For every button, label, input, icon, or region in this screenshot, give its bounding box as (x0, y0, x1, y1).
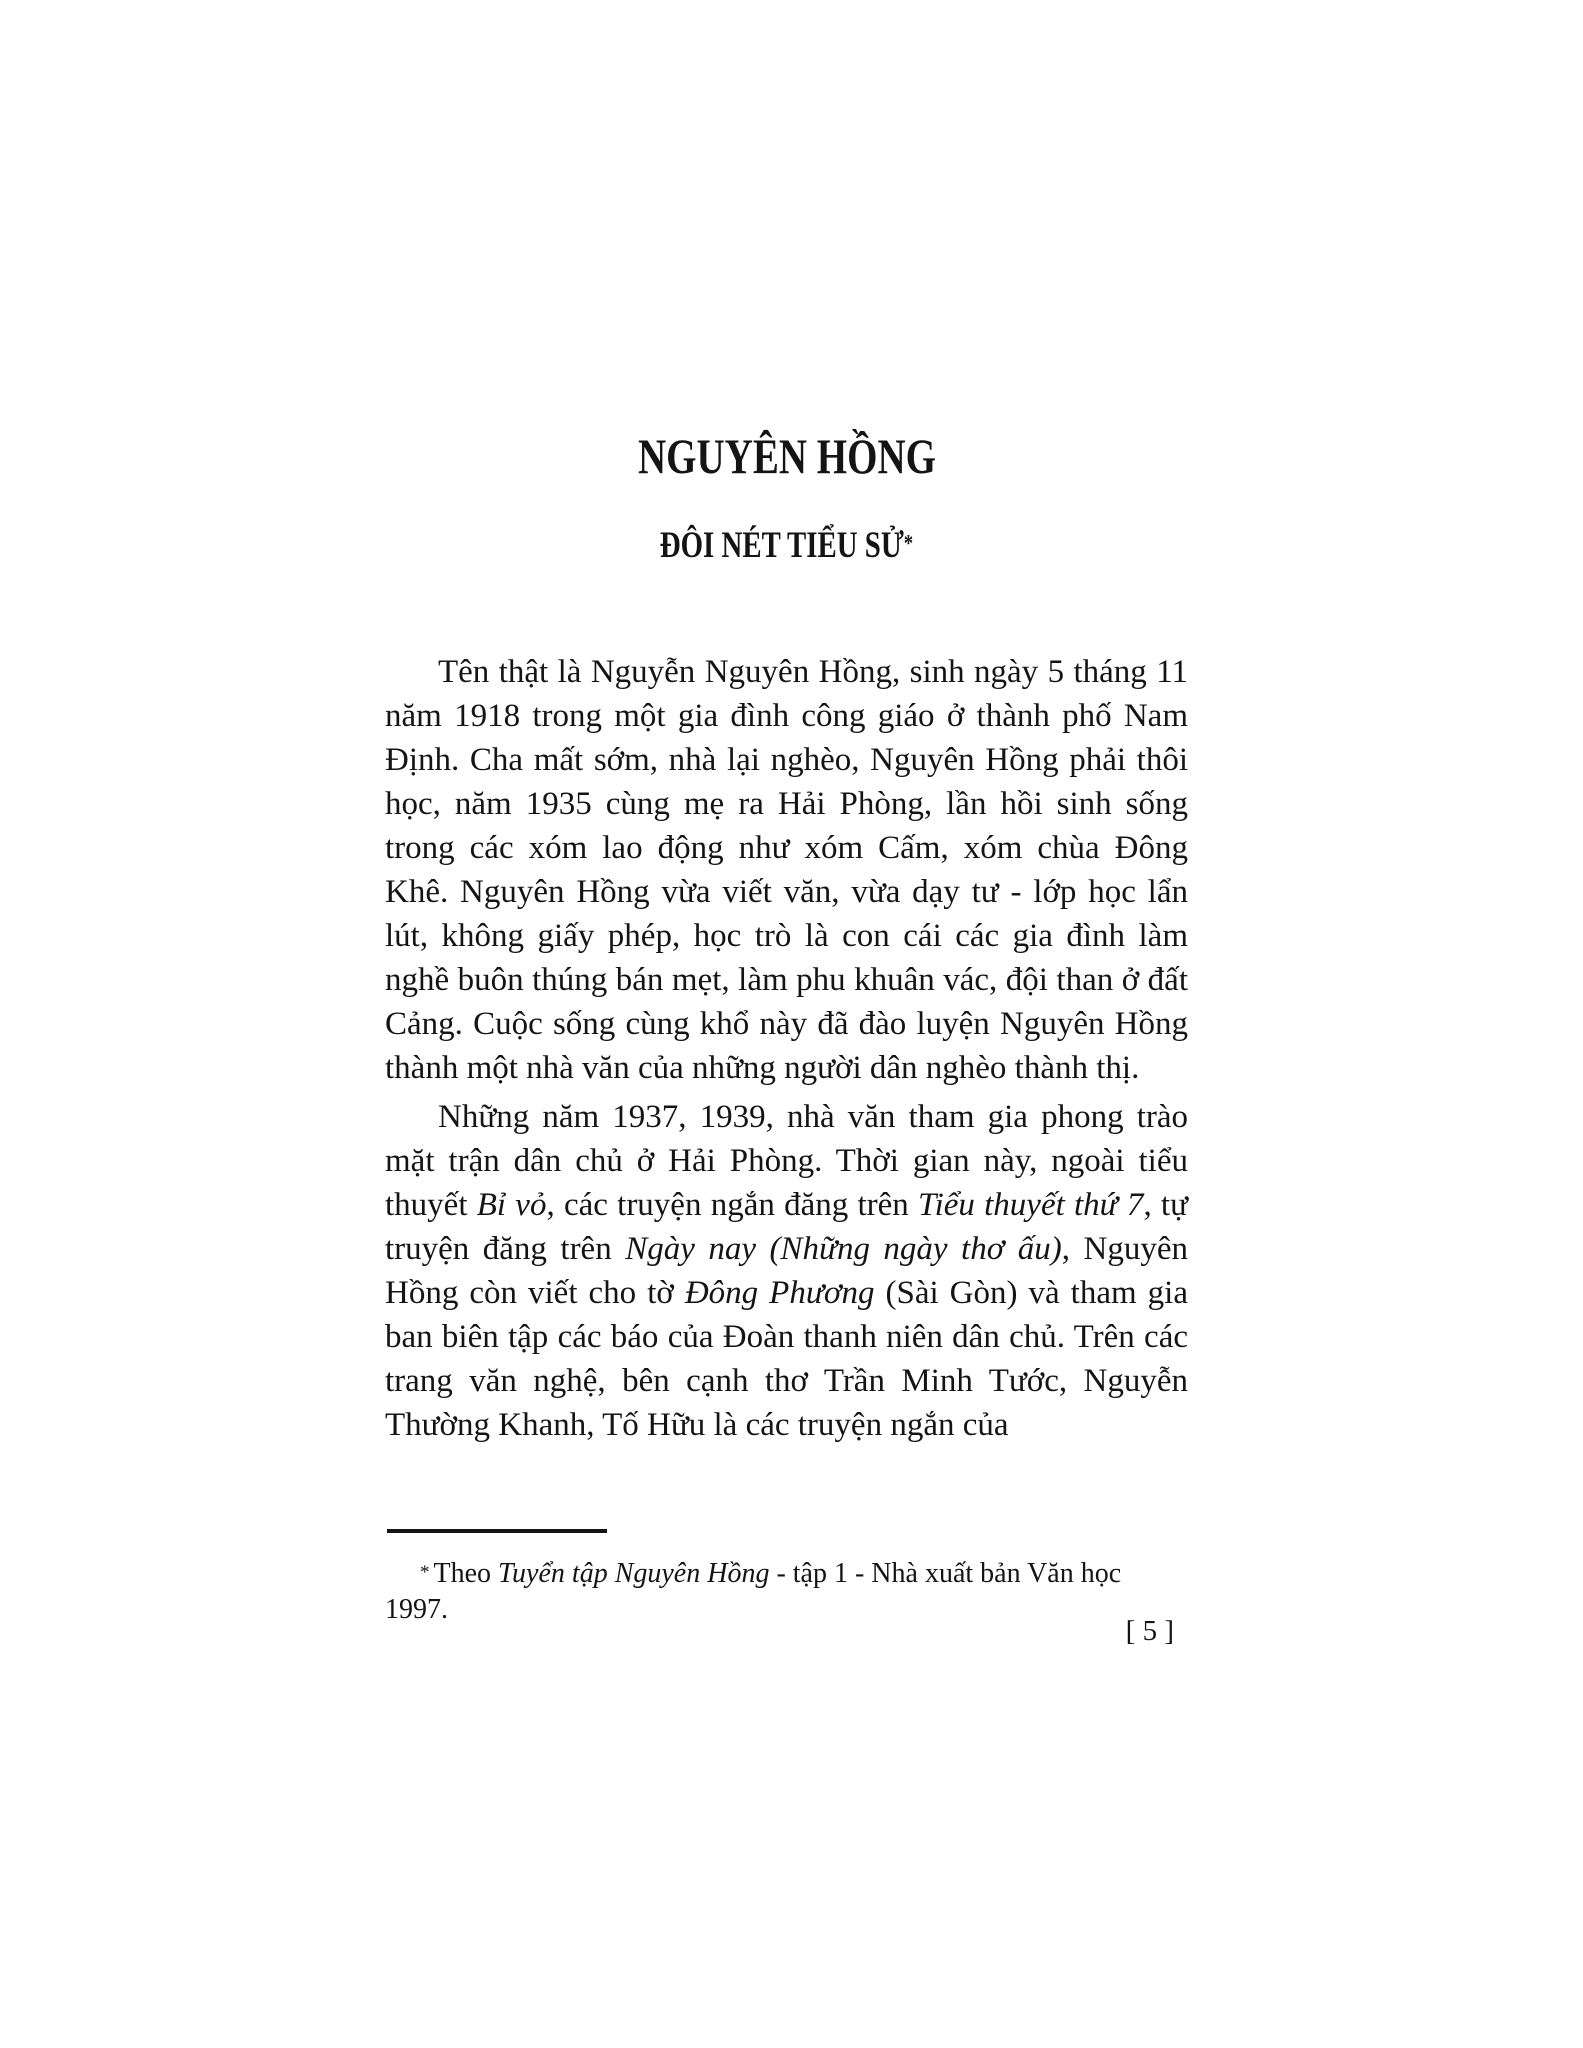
text-segment: , tự truyện đăng trên (385, 1187, 1188, 1267)
text-segment: Tên thật là Nguyễn Nguyên Hồng, sinh ngày 5 tháng 11 năm 1918 trong một gia đình công giáo ở thành phố Nam Định. Cha mất sớm, nhà lại nghèo, Nguyên Hồng phải thôi học, năm 1935 cùng mẹ ra Hải Phòng, lần hồi sinh sống trong các xóm lao động như xóm Cấm, xóm chùa Đông Khê. Nguyên Hồng vừa viết văn, vừa dạy tư - lớp học lẩn lút, không giấy phép, học trò là con cái các gia đình làm nghề buôn thúng bán mẹt, làm phu khuân vác, đội than ở đất Cảng. Cuộc sống cùng khổ này đã đào luyện Nguyên Hồng thành một nhà văn của những người dân nghèo thành thị. (385, 654, 1188, 1086)
text-segment: , các truyện ngắn đăng trên (546, 1187, 919, 1223)
subtitle-text: ĐÔI NÉT TIỂU SỬ (659, 525, 904, 566)
text-segment: (Sài Gòn) và tham gia ban biên tập các báo của Đoàn thanh niên dân chủ. Trên các trang văn nghệ, bên cạnh thơ Trần Minh Tước, Nguyễn Thường Khanh, Tố Hữu là các truyện ngắn của (385, 1275, 1188, 1443)
italic-text-segment: Tiểu thuyết thứ 7 (918, 1187, 1144, 1223)
text-segment: , Nguyên Hồng còn viết cho tờ (385, 1231, 1188, 1311)
paragraph (385, 650, 1188, 1090)
text-segment: Những năm 1937, 1939, nhà văn tham gia phong trào mặt trận dân chủ ở Hải Phòng. Thời gian này, ngoài tiểu thuyết (385, 1099, 1188, 1223)
footnote-marker-reference: * (903, 531, 914, 557)
page-subtitle (385, 524, 1188, 568)
body-text (385, 650, 1188, 1447)
italic-text-segment: Tuyển tập Nguyên Hồng (498, 1558, 770, 1589)
footnote-marker: * (420, 1562, 430, 1583)
footnote-divider (387, 1529, 607, 1533)
page-number: [ 5 ] (1125, 1615, 1174, 1647)
text-segment: - tập 1 - Nhà xuất bản Văn học 1997. (385, 1558, 1122, 1625)
italic-text-segment: Ngày nay (Những ngày thơ ấu) (625, 1231, 1062, 1267)
italic-text-segment: Đông Phương (684, 1275, 875, 1311)
page-title: NGUYÊN HỒNG (637, 428, 936, 484)
text-segment: Theo (433, 1558, 499, 1589)
paragraph (385, 1095, 1188, 1447)
italic-text-segment: Bỉ vỏ (476, 1187, 547, 1223)
